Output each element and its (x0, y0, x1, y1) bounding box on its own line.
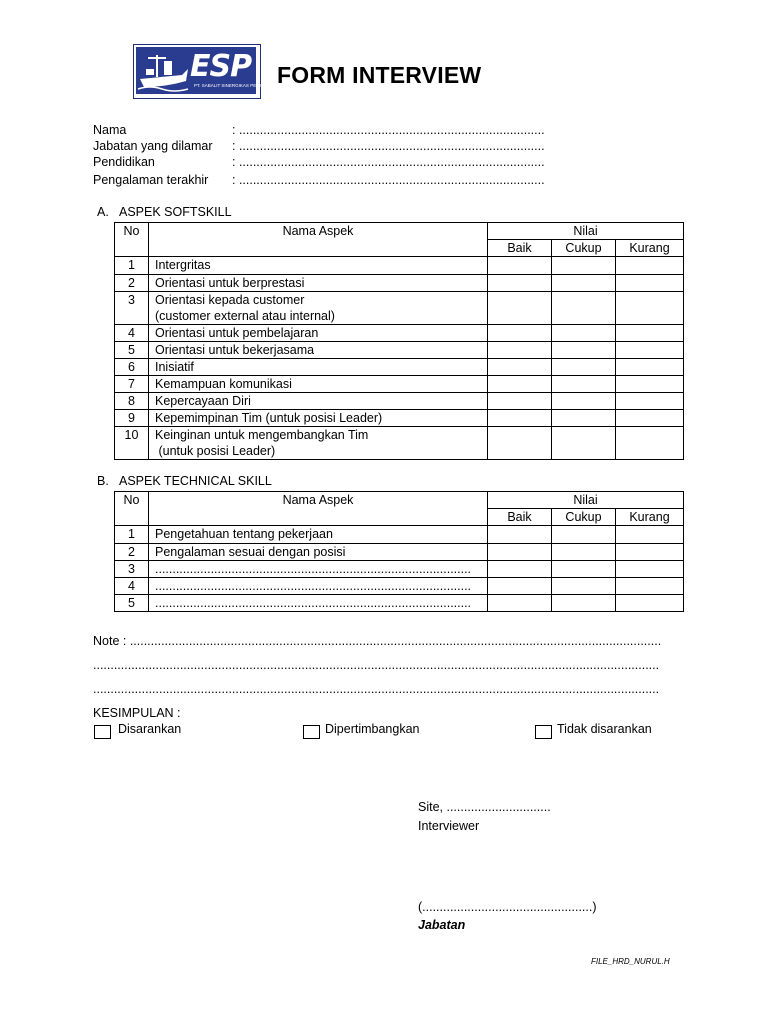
row-aspek (149, 342, 488, 359)
cell-baik[interactable] (488, 292, 552, 325)
row-number: 5 (115, 595, 149, 612)
company-logo (133, 44, 272, 99)
cell-kurang[interactable] (616, 561, 684, 578)
table-row (115, 275, 684, 292)
cell-kurang[interactable] (616, 325, 684, 342)
col-kurang: Kurang (616, 240, 684, 257)
section-title-text: ASPEK TECHNICAL SKILL (119, 474, 272, 488)
cell-kurang[interactable] (616, 292, 684, 325)
table-row (115, 561, 684, 578)
cell-kurang[interactable] (616, 427, 684, 460)
cell-baik[interactable] (488, 342, 552, 359)
row-aspek (149, 325, 488, 342)
row-aspek (149, 257, 488, 275)
col-nama-aspek: Nama Aspek (149, 492, 488, 526)
row-aspek[interactable]: ........................................................................................... (149, 578, 488, 595)
cell-kurang[interactable] (616, 526, 684, 544)
cell-cukup[interactable] (552, 257, 616, 275)
cell-baik[interactable] (488, 561, 552, 578)
technical-section-title (97, 474, 272, 488)
row-number: 1 (115, 257, 149, 275)
cell-kurang[interactable] (616, 275, 684, 292)
cell-baik[interactable] (488, 526, 552, 544)
table-row (115, 393, 684, 410)
section-letter: A. (97, 205, 109, 219)
logo-background (136, 47, 272, 94)
row-aspek (149, 359, 488, 376)
cell-cukup[interactable] (552, 427, 616, 460)
aspek-line: Kepercayaan Diri (155, 394, 251, 408)
row-aspek (149, 275, 488, 292)
cell-cukup[interactable] (552, 275, 616, 292)
cell-baik[interactable] (488, 427, 552, 460)
aspek-line: Orientasi untuk berprestasi (155, 276, 305, 290)
row-number: 10 (115, 427, 149, 460)
row-number: 2 (115, 544, 149, 561)
checkbox-dipertimbangkan[interactable] (303, 725, 320, 739)
cell-cukup[interactable] (552, 359, 616, 376)
cell-cukup[interactable] (552, 595, 616, 612)
cell-cukup[interactable] (552, 526, 616, 544)
col-cukup: Cukup (552, 240, 616, 257)
kesimpulan-title: KESIMPULAN : (93, 706, 181, 720)
site-line[interactable]: Site, .............................. (418, 800, 551, 814)
cell-kurang[interactable] (616, 544, 684, 561)
cell-baik[interactable] (488, 257, 552, 275)
cell-cukup[interactable] (552, 292, 616, 325)
footer-file-code: FILE_HRD_NURUL.H (591, 957, 670, 966)
cell-kurang[interactable] (616, 393, 684, 410)
aspek-line: Kemampuan komunikasi (155, 377, 292, 391)
field-pengalaman (93, 173, 593, 189)
row-aspek (149, 410, 488, 427)
cell-cukup[interactable] (552, 578, 616, 595)
row-number: 7 (115, 376, 149, 393)
row-number: 4 (115, 578, 149, 595)
cell-baik[interactable] (488, 544, 552, 561)
row-aspek[interactable]: ........................................................................................... (149, 595, 488, 612)
table-row (115, 410, 684, 427)
section-letter: B. (97, 474, 109, 488)
cell-kurang[interactable] (616, 595, 684, 612)
col-nama-aspek: Nama Aspek (149, 223, 488, 257)
technical-table (114, 491, 684, 612)
row-aspek (149, 292, 488, 325)
checkbox-disarankan[interactable] (94, 725, 111, 739)
cell-kurang[interactable] (616, 342, 684, 359)
field-label: Pendidikan (93, 155, 155, 169)
cell-baik[interactable] (488, 359, 552, 376)
row-number: 8 (115, 393, 149, 410)
cell-kurang[interactable] (616, 257, 684, 275)
note-line-2[interactable]: ................................................................................................................................................................... (93, 658, 660, 672)
field-jabatan (93, 139, 593, 155)
cell-baik[interactable] (488, 595, 552, 612)
table-row (115, 359, 684, 376)
cell-baik[interactable] (488, 275, 552, 292)
table-row (115, 342, 684, 359)
aspek-line: Orientasi kepada customer (155, 293, 305, 307)
checkbox-tidak-disarankan[interactable] (535, 725, 552, 739)
row-number: 9 (115, 410, 149, 427)
note-line-3[interactable]: ................................................................................................................................................................... (93, 682, 660, 696)
cell-cukup[interactable] (552, 544, 616, 561)
aspek-line: Intergritas (155, 258, 211, 272)
field-value: : ........................................................................................ (232, 139, 545, 153)
row-number: 3 (115, 561, 149, 578)
table-row (115, 292, 684, 325)
checkbox-label: Tidak disarankan (557, 722, 652, 736)
field-label: Pengalaman terakhir (93, 173, 209, 187)
field-value: : ........................................................................................ (232, 155, 545, 169)
interviewer-label: Interviewer (418, 819, 480, 833)
page-title: FORM INTERVIEW (277, 62, 482, 88)
col-kurang: Kurang (616, 509, 684, 526)
table-header-row (115, 492, 684, 509)
signature-name-line[interactable]: (.................................................) (418, 900, 597, 914)
row-aspek (149, 427, 488, 460)
field-nama (93, 123, 593, 139)
cell-cukup[interactable] (552, 376, 616, 393)
ship-icon (136, 47, 192, 93)
jabatan-label: Jabatan (418, 918, 466, 932)
row-number: 2 (115, 275, 149, 292)
cell-baik[interactable] (488, 393, 552, 410)
table-row (115, 427, 684, 460)
table-row (115, 526, 684, 544)
field-value: : ........................................................................................ (232, 173, 545, 187)
col-nilai: Nilai (488, 223, 684, 240)
section-title-text: ASPEK SOFTSKILL (119, 205, 232, 219)
field-value: : ........................................................................................ (232, 123, 545, 137)
aspek-line-2: (customer external atau internal) (155, 309, 335, 323)
softskill-table (114, 222, 684, 460)
col-no: No (115, 492, 149, 526)
row-number: 6 (115, 359, 149, 376)
note-line-1[interactable]: Note : ......................................................................................................................................................... (93, 634, 662, 648)
cell-kurang[interactable] (616, 578, 684, 595)
cell-baik[interactable] (488, 376, 552, 393)
col-cukup: Cukup (552, 509, 616, 526)
col-baik: Baik (488, 240, 552, 257)
table-header-row (115, 223, 684, 240)
aspek-line: Kepemimpinan Tim (untuk posisi Leader) (155, 411, 383, 425)
field-label: Jabatan yang dilamar (93, 139, 213, 153)
row-aspek[interactable]: ........................................................................................... (149, 561, 488, 578)
cell-kurang[interactable] (616, 359, 684, 376)
checkbox-label: Dipertimbangkan (325, 722, 420, 736)
col-baik: Baik (488, 509, 552, 526)
row-aspek: Pengetahuan tentang pekerjaan (149, 526, 488, 544)
table-row (115, 325, 684, 342)
aspek-line: Orientasi untuk pembelajaran (155, 326, 319, 340)
aspek-line: Orientasi untuk bekerjasama (155, 343, 315, 357)
cell-cukup[interactable] (552, 325, 616, 342)
row-number: 3 (115, 292, 149, 325)
row-number: 5 (115, 342, 149, 359)
col-nilai: Nilai (488, 492, 684, 509)
row-number: 1 (115, 526, 149, 544)
col-no: No (115, 223, 149, 257)
row-number: 4 (115, 325, 149, 342)
row-aspek: Pengalaman sesuai dengan posisi (149, 544, 488, 561)
cell-cukup[interactable] (552, 410, 616, 427)
table-row (115, 595, 684, 612)
aspek-line-2: (untuk posisi Leader) (155, 444, 276, 458)
cell-cukup[interactable] (552, 342, 616, 359)
table-row (115, 376, 684, 393)
cell-cukup[interactable] (552, 561, 616, 578)
cell-baik[interactable] (488, 578, 552, 595)
cell-cukup[interactable] (552, 393, 616, 410)
table-row (115, 257, 684, 275)
field-label: Nama (93, 123, 127, 137)
logo-text: ESP (190, 49, 252, 84)
softskill-section-title (97, 205, 232, 219)
cell-kurang[interactable] (616, 376, 684, 393)
checkbox-label: Disarankan (118, 722, 182, 736)
logo-subtext: PT. SABALIT SINERGIKAS PERSADA (194, 83, 272, 88)
cell-baik[interactable] (488, 410, 552, 427)
aspek-line: Inisiatif (155, 360, 194, 374)
cell-baik[interactable] (488, 325, 552, 342)
row-aspek (149, 393, 488, 410)
field-pendidikan (93, 155, 593, 171)
table-row (115, 544, 684, 561)
aspek-line: Keinginan untuk mengembangkan Tim (155, 428, 369, 442)
cell-kurang[interactable] (616, 410, 684, 427)
row-aspek (149, 376, 488, 393)
table-row (115, 578, 684, 595)
